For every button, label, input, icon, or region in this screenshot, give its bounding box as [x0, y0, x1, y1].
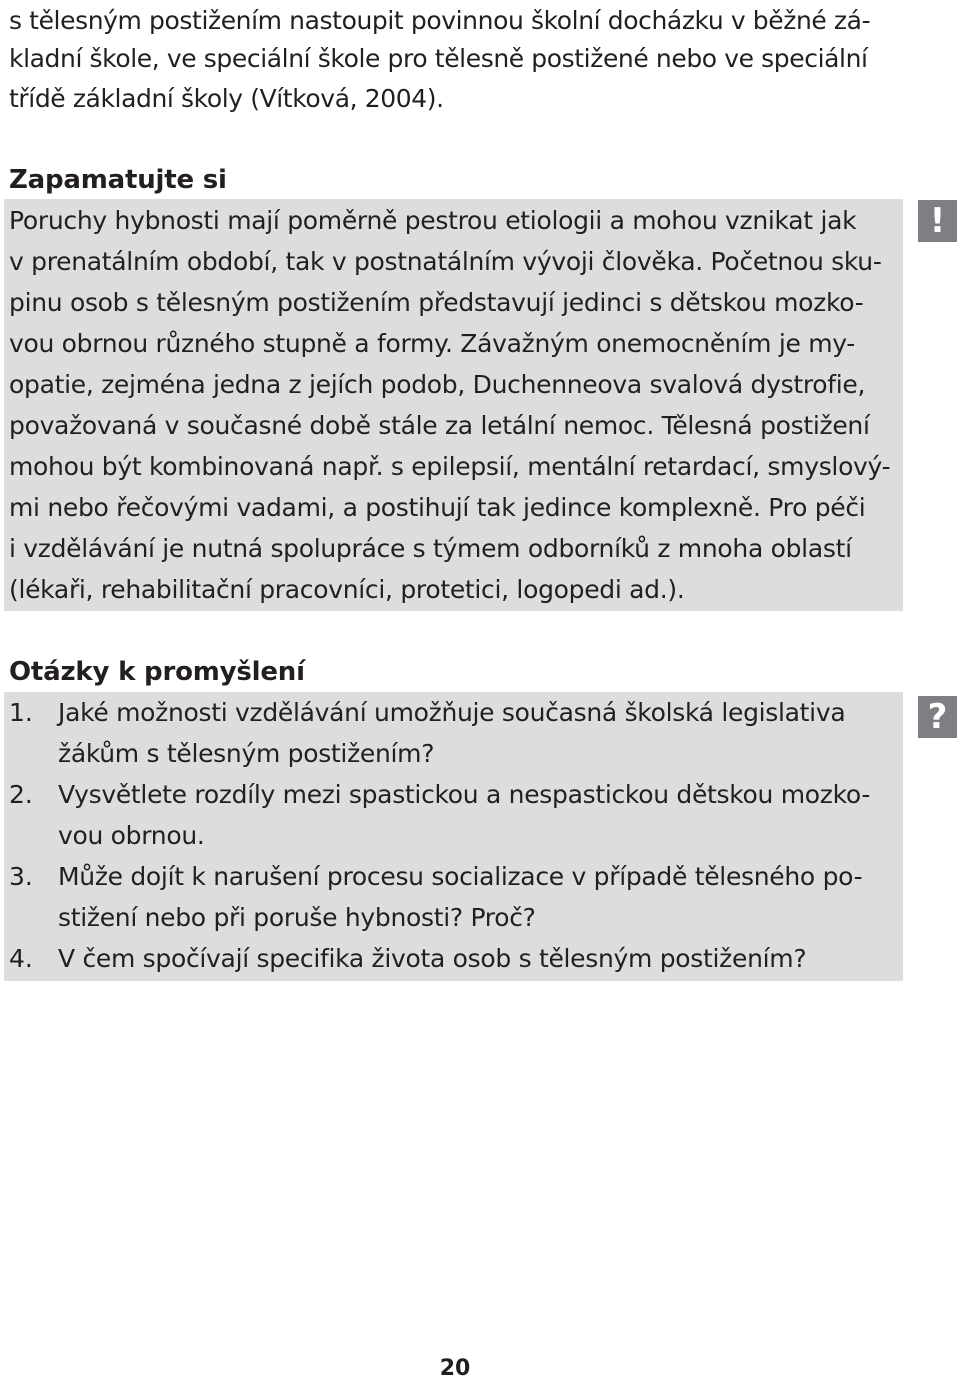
remember-line: opatie, zejména jedna z jejích podob, Duchenneova svalová dystrofie, — [9, 370, 866, 399]
question-line: Jaké možnosti vzdělávání umožňuje současná školská legislativa — [58, 698, 846, 727]
question-line: Vysvětlete rozdíly mezi spastickou a nespastickou dětskou mozko- — [58, 780, 871, 809]
question-number: 2. — [9, 780, 33, 809]
remember-line: považovaná v současné době stále za letální nemoc. Tělesná postižení — [9, 411, 870, 440]
question-line: V čem spočívají specifika života osob s tělesným postižením? — [58, 944, 807, 973]
question-icon: ? — [918, 696, 957, 738]
remember-line: mi nebo řečovými vadami, a postihují tak jedince komplexně. Pro péči — [9, 493, 866, 522]
questions-heading: Otázky k promyšlení — [9, 657, 305, 687]
intro-line: s tělesným postižením nastoupit povinnou školní docházku v běžné zá- — [9, 6, 871, 35]
question-number: 4. — [9, 944, 33, 973]
exclamation-icon: ! — [918, 200, 957, 242]
remember-line: i vzdělávání je nutná spolupráce s týmem odborníků z mnoha oblastí — [9, 534, 852, 563]
question-line: Může dojít k narušení procesu socializace v případě tělesného po- — [58, 862, 863, 891]
intro-line: třídě základní školy (Vítková, 2004). — [9, 84, 444, 113]
remember-line: Poruchy hybnosti mají poměrně pestrou etiologii a mohou vznikat jak — [9, 206, 857, 235]
remember-line: pinu osob s tělesným postižením představují jedinci s dětskou mozko- — [9, 288, 864, 317]
remember-line: (lékaři, rehabilitační pracovníci, protetici, logopedi ad.). — [9, 575, 685, 604]
remember-line: v prenatálním období, tak v postnatálním vývoji člověka. Početnou sku- — [9, 247, 882, 276]
question-line: vou obrnou. — [58, 821, 205, 850]
question-line: žákům s tělesným postižením? — [58, 739, 435, 768]
intro-line: kladní škole, ve speciální škole pro tělesně postižené nebo ve speciální — [9, 44, 868, 73]
remember-heading: Zapamatujte si — [9, 165, 227, 195]
remember-line: mohou být kombinovaná např. s epilepsií, mentální retardací, smyslový- — [9, 452, 891, 481]
remember-line: vou obrnou různého stupně a formy. Závažným onemocněním je my- — [9, 329, 856, 358]
question-number: 1. — [9, 698, 33, 727]
page-number: 20 — [439, 1356, 471, 1381]
question-line: stižení nebo při poruše hybnosti? Proč? — [58, 903, 536, 932]
question-number: 3. — [9, 862, 33, 891]
